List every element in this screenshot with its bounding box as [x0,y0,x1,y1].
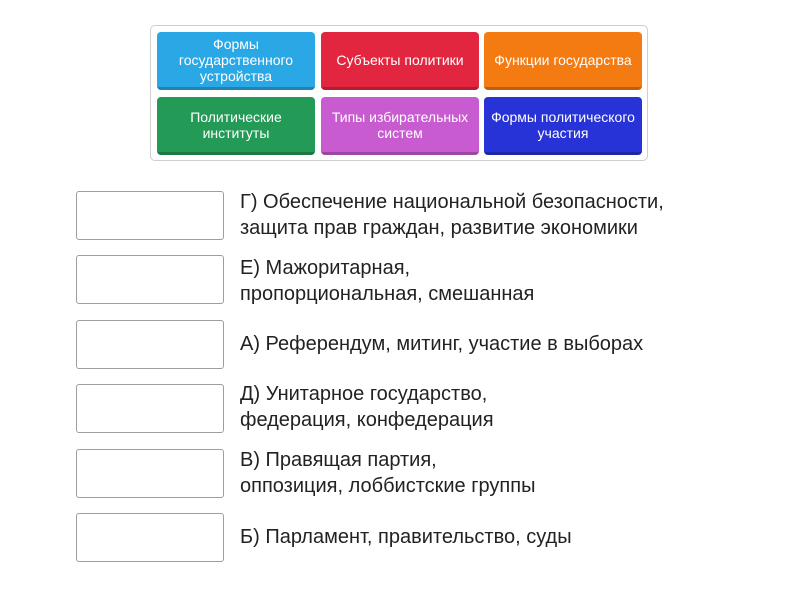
answer-text: Д) Унитарное государство, федерация, конфедерация [240,383,494,431]
drop-box[interactable] [76,513,224,562]
tile-forms-of-political-participation[interactable]: Формы политического участия [484,97,642,155]
tile-political-institutions[interactable]: Политические институты [157,97,315,155]
answer-text: Е) Мажоритарная, пропорциональная, смешанная [240,257,535,305]
tile-subjects-of-politics[interactable]: Субъекты политики [321,32,479,90]
drop-box[interactable] [76,191,224,240]
drop-box[interactable] [76,320,224,369]
answer-text: Б) Парламент, правительство, суды [240,526,572,548]
drop-box[interactable] [76,255,224,304]
tile-electoral-system-types[interactable]: Типы избирательных систем [321,97,479,155]
tile-forms-of-state-structure[interactable]: Формы государственного устройства [157,32,315,90]
tile-functions-of-state[interactable]: Функции государства [484,32,642,90]
drop-box[interactable] [76,384,224,433]
answer-text: В) Правящая партия, оппозиция, лоббистские группы [240,449,536,497]
answer-text: Г) Обеспечение национальной безопасности, защита прав граждан, развитие экономики [240,191,664,239]
drop-box[interactable] [76,449,224,498]
answer-text: А) Референдум, митинг, участие в выборах [240,333,644,355]
